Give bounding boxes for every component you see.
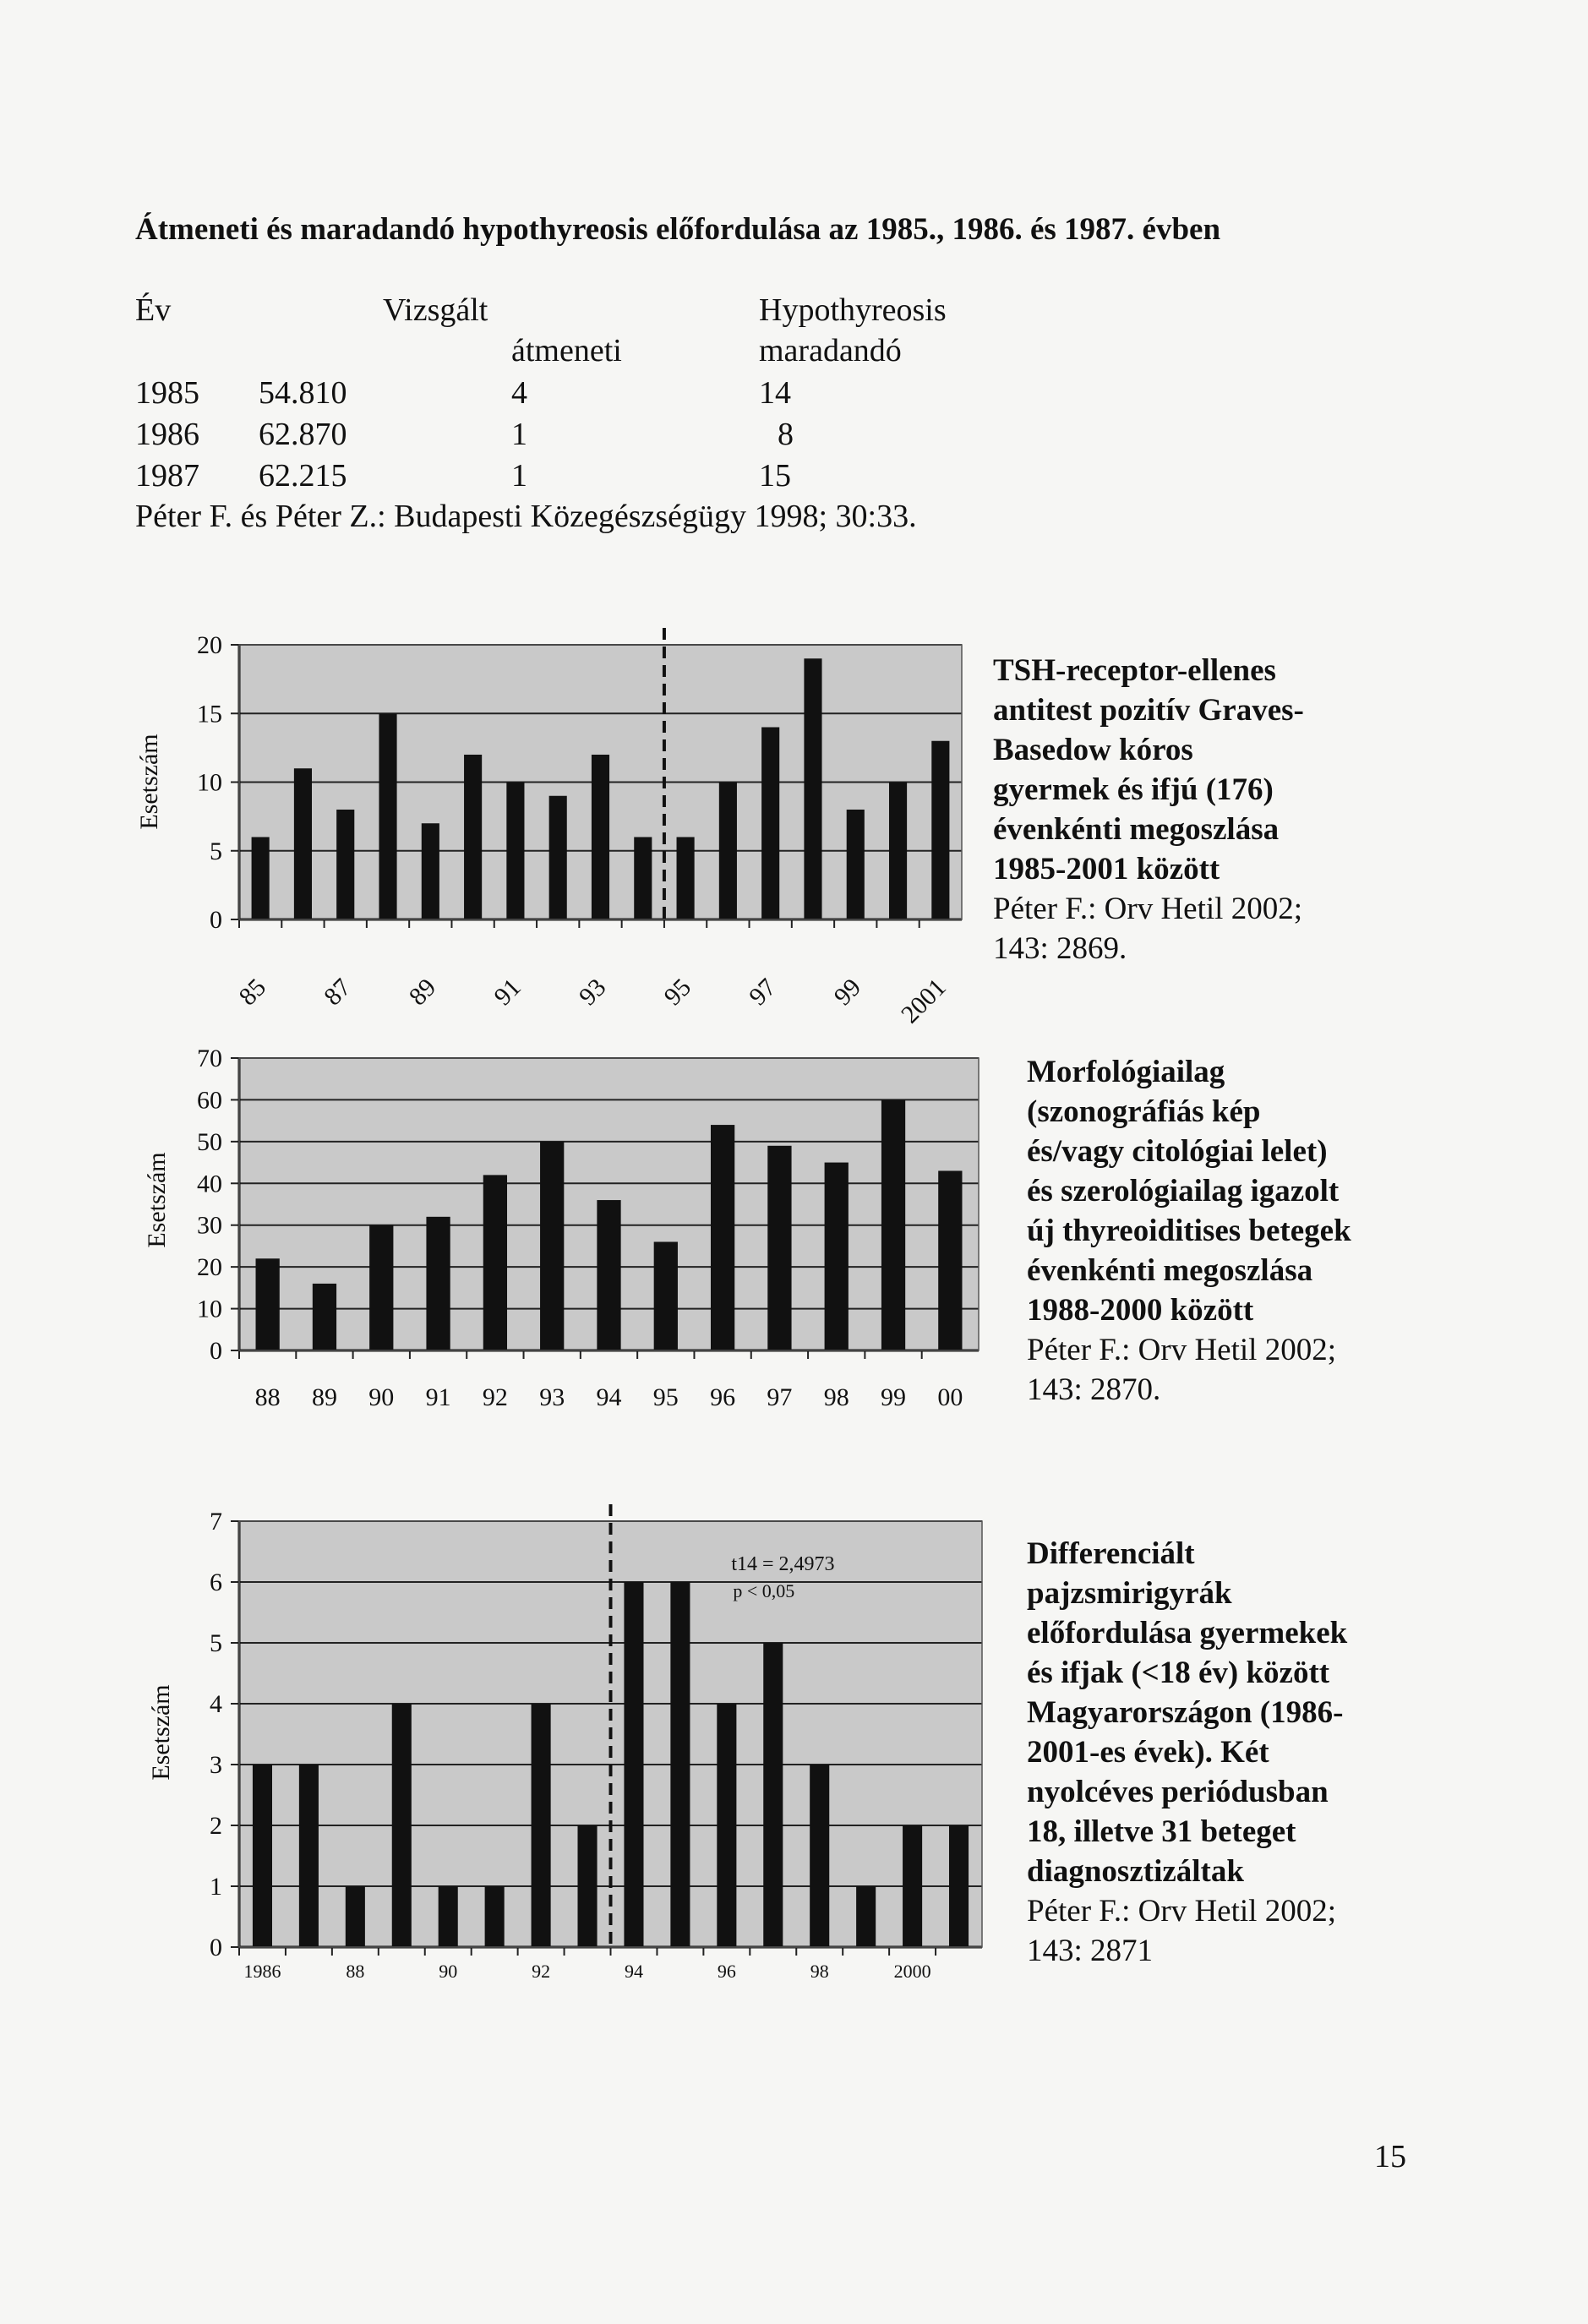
caption-line: nyolcéves periódusban [1027,1775,1329,1809]
y-tick-label: 4 [210,1690,222,1718]
bar [256,1258,280,1350]
caption-reference: Péter F.: Orv Hetil 2002; [993,892,1302,926]
table-cell: 4 [511,375,527,411]
caption-reference: Péter F.: Orv Hetil 2002; [1027,1894,1336,1928]
bar [763,1643,783,1947]
x-tick-label: 96 [710,1383,736,1411]
annotation-text: p < 0,05 [733,1580,795,1601]
y-tick-label: 10 [197,768,222,797]
x-tick-label: 95 [658,973,697,1012]
y-tick-label: 70 [197,1045,222,1072]
bar [379,713,396,919]
x-tick-label: 91 [488,973,527,1012]
caption-reference: 143: 2871 [1027,1934,1154,1968]
table-cell: 14 [759,375,791,411]
bar [931,741,949,919]
x-tick-label: 88 [346,1961,365,1982]
table-header-examined: Vizsgált [383,292,488,328]
y-axis-label: Esetszám [135,734,163,830]
caption-line: és/vagy citológiai lelet) [1027,1134,1328,1169]
x-tick-label: 98 [810,1961,829,1982]
x-tick-label: 89 [403,973,442,1012]
bar [422,823,439,919]
y-tick-label: 20 [197,1253,222,1282]
bar [369,1225,393,1350]
x-tick-label: 89 [311,1383,337,1411]
table-cell: 15 [759,458,791,494]
x-tick-label: 92 [482,1383,508,1411]
y-axis-label: Esetszám [143,1152,171,1248]
bar [624,1582,643,1947]
caption-line: 18, illetve 31 beteget [1027,1814,1296,1849]
caption-line: Differenciált [1027,1536,1195,1571]
y-tick-label: 0 [210,1337,222,1365]
bar [549,796,567,919]
y-tick-label: 5 [210,1629,222,1657]
caption-reference: 143: 2869. [993,931,1127,966]
bar [577,1825,597,1947]
bar [294,768,312,919]
caption-chart-3 [1027,1534,1568,1971]
bar [938,1170,962,1350]
table-header-hypothyreosis: Hypothyreosis [759,292,947,328]
caption-line: 1985-2001 között [993,852,1220,887]
bar [253,1765,272,1947]
x-tick-label: 90 [439,1961,458,1982]
table-header-permanent: maradandó [759,333,902,368]
bar [483,1175,507,1350]
chart-thyroid-cancer [147,1504,982,1982]
bar [506,783,524,920]
caption-line: új thyreoiditises betegek [1027,1214,1351,1248]
y-tick-label: 5 [210,837,222,865]
table-cell: 1986 [135,417,199,452]
caption-chart-2 [1027,1052,1568,1410]
y-tick-label: 30 [197,1211,222,1240]
chart-thyreoiditis [143,1045,979,1411]
bar [485,1886,505,1947]
bar [540,1142,564,1350]
page-number: 15 [1374,2139,1406,2174]
caption-line: diagnosztizáltak [1027,1854,1244,1889]
x-tick-label: 90 [368,1383,395,1411]
bar [903,1825,922,1947]
bar [336,810,354,919]
caption-line: évenkénti megoszlása [993,812,1280,847]
bar [299,1765,319,1947]
bar [847,810,865,919]
caption-line: 2001-es évek). Két [1027,1735,1269,1770]
bar [634,837,652,920]
bar [856,1886,876,1947]
bar [654,1241,678,1350]
caption-line: Morfológiailag [1027,1055,1225,1089]
table-cell: 54.810 [259,375,347,411]
x-tick-label: 99 [828,973,867,1012]
bar [532,1704,551,1947]
x-tick-label: 1986 [243,1961,281,1982]
x-tick-label: 95 [652,1383,679,1411]
x-tick-label: 91 [425,1383,451,1411]
bar [313,1284,336,1350]
x-tick-label: 97 [744,973,782,1012]
bar [949,1825,969,1947]
bar [767,1146,791,1350]
table-cell: 1 [511,458,527,494]
y-tick-label: 10 [197,1295,222,1323]
chart-graves-basedow [135,628,962,1028]
bar [804,658,821,919]
x-tick-label: 85 [233,973,272,1012]
caption-reference: 143: 2870. [1027,1372,1161,1407]
y-tick-label: 0 [210,906,222,934]
y-tick-label: 40 [197,1170,222,1198]
bar [761,728,779,920]
caption-line: (szonográfiás kép [1027,1094,1261,1129]
y-tick-label: 7 [210,1508,222,1536]
bar [810,1765,829,1947]
table-source: Péter F. és Péter Z.: Budapesti Közegészségügy 1998; 30:33. [135,499,917,534]
y-tick-label: 15 [197,700,222,728]
table-header-year: Év [135,292,172,328]
bar [717,1704,736,1947]
x-tick-label: 94 [596,1383,622,1411]
table-cell: 62.870 [259,417,347,452]
bar [677,837,695,920]
table-header-transient: átmeneti [511,333,622,368]
bar [889,783,907,920]
annotation-text: t14 = 2,4973 [731,1553,835,1575]
table-cell: 8 [778,417,794,452]
caption-line: antitest pozitív Graves- [993,693,1304,728]
x-tick-label: 93 [573,973,612,1012]
x-tick-label: 87 [319,973,357,1012]
bar [252,837,270,920]
x-tick-label: 2001 [896,973,952,1029]
caption-chart-1 [993,651,1534,968]
x-tick-label: 98 [823,1383,849,1411]
bar [464,755,482,919]
bar [881,1099,905,1350]
bar [711,1125,734,1350]
x-tick-label: 94 [624,1961,643,1982]
y-axis-label: Esetszám [147,1684,175,1781]
y-tick-label: 20 [197,631,222,659]
x-tick-label: 96 [717,1961,736,1982]
bar [719,783,737,920]
caption-line: gyermek és ifjú (176) [993,772,1274,807]
x-tick-label: 97 [767,1383,793,1411]
y-tick-label: 1 [210,1873,222,1901]
table-cell: 1 [511,417,527,452]
table-cell: 1985 [135,375,199,411]
caption-line: TSH-receptor-ellenes [993,653,1276,688]
x-tick-label: 00 [937,1383,963,1411]
table-cell: 1987 [135,458,199,494]
caption-line: évenkénti megoszlása [1027,1253,1313,1288]
caption-line: előfordulása gyermekek [1027,1616,1348,1650]
y-tick-label: 6 [210,1568,222,1596]
bar [439,1886,458,1947]
caption-line: és ifjak (<18 év) között [1027,1656,1330,1690]
caption-reference: Péter F.: Orv Hetil 2002; [1027,1333,1336,1367]
bar [392,1704,412,1947]
caption-line: és szerológiailag igazolt [1027,1174,1340,1208]
y-tick-label: 60 [197,1086,222,1115]
bar [670,1582,690,1947]
caption-line: Magyarországon (1986- [1027,1695,1344,1730]
caption-line: Basedow kóros [993,733,1193,767]
bar [426,1217,450,1350]
x-tick-label: 88 [254,1383,281,1411]
x-tick-label: 93 [539,1383,565,1411]
y-tick-label: 2 [210,1812,222,1840]
bar [825,1163,849,1350]
caption-line: pajzsmirigyrák [1027,1576,1232,1611]
bar [346,1886,365,1947]
page-title: Átmeneti és maradandó hypothyreosis előfordulása az 1985., 1986. és 1987. évben [135,212,1221,247]
x-tick-label: 92 [532,1961,551,1982]
caption-line: 1988-2000 között [1027,1293,1254,1328]
y-tick-label: 3 [210,1751,222,1779]
y-tick-label: 0 [210,1934,222,1961]
bar [592,755,609,919]
table-cell: 62.215 [259,458,347,494]
x-tick-label: 2000 [893,1961,931,1982]
x-tick-label: 99 [881,1383,907,1411]
y-tick-label: 50 [197,1127,222,1156]
bar [597,1200,620,1350]
